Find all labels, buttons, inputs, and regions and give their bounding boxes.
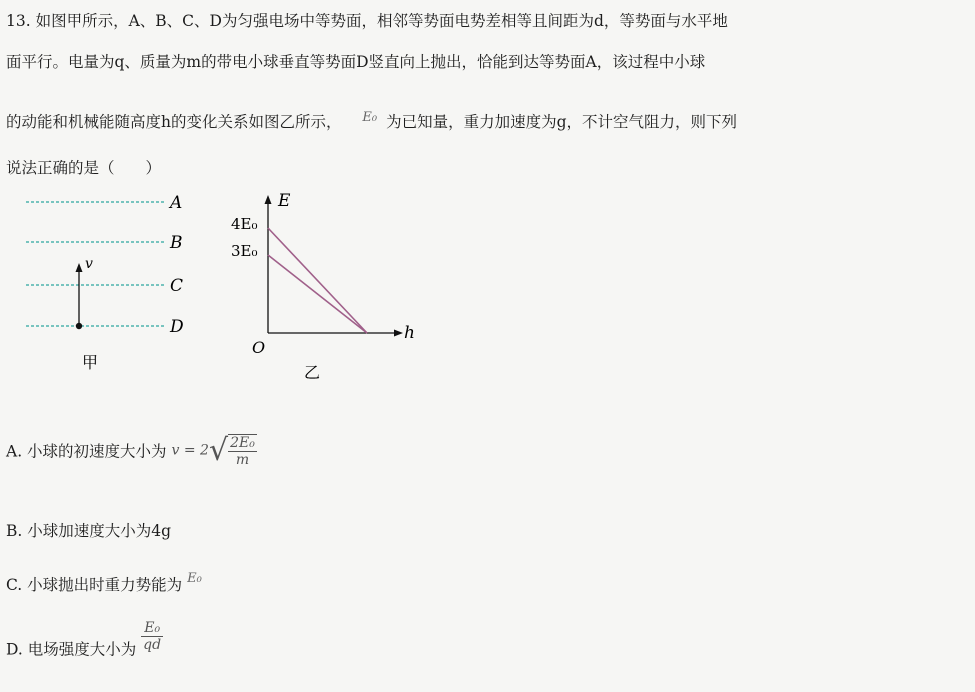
question-text-3a: 的动能和机械能随高度h的变化关系如图乙所示， bbox=[6, 113, 342, 131]
caption-jia: 甲 bbox=[82, 353, 99, 372]
tick-4e0: 4E₀ bbox=[231, 215, 258, 233]
option-c-text: C. 小球抛出时重力势能为 bbox=[6, 576, 183, 594]
tick-3e0: 3E₀ bbox=[231, 242, 258, 260]
e-axis-arrowhead bbox=[265, 195, 272, 204]
question-line-3 bbox=[6, 108, 737, 132]
option-b[interactable]: B. 小球加速度大小为4g bbox=[6, 522, 172, 540]
question-line-4: 说法正确的是（ ） bbox=[6, 159, 162, 177]
e-axis-label: E bbox=[278, 191, 291, 211]
plane-label-c: C bbox=[170, 276, 184, 296]
question-number: 13. bbox=[6, 12, 31, 30]
plane-label-b: B bbox=[170, 233, 183, 253]
question-line-2: 面平行。电量为q、质量为m的带电小球垂直等势面D竖直向上抛出，恰能到达等势面A，该过程中小球 bbox=[6, 53, 706, 71]
option-a-text: A. 小球的初速度大小为 bbox=[6, 442, 167, 461]
plane-label-a: A bbox=[170, 193, 183, 213]
origin-label: O bbox=[252, 338, 266, 357]
caption-yi: 乙 bbox=[304, 363, 321, 382]
energy-line-4e0 bbox=[268, 228, 367, 333]
option-a[interactable] bbox=[6, 433, 257, 468]
e0-symbol: E₀ bbox=[362, 110, 378, 125]
h-axis-arrowhead bbox=[394, 330, 403, 337]
velocity-arrowhead bbox=[76, 263, 83, 272]
question-text-1: 如图甲所示，A、B、C、D为匀强电场中等势面，相邻等势面电势差相等且间距为d，等势面与水平地 bbox=[35, 12, 728, 30]
energy-line-3e0 bbox=[268, 255, 367, 333]
figure-yi bbox=[228, 186, 428, 386]
option-d[interactable] bbox=[6, 620, 163, 660]
question-line-1 bbox=[6, 11, 728, 31]
sqrt-sign: √ bbox=[208, 433, 229, 468]
option-a-denominator: m bbox=[235, 451, 250, 468]
plane-label-d: D bbox=[170, 317, 184, 337]
option-a-formula-left: v = 2 bbox=[171, 442, 209, 459]
question-text-3b: 为已知量，重力加速度为g，不计空气阻力，则下列 bbox=[386, 113, 737, 131]
ball bbox=[76, 323, 82, 329]
h-axis-label: h bbox=[404, 323, 415, 343]
velocity-label: v bbox=[85, 256, 93, 272]
option-d-fraction bbox=[141, 620, 163, 653]
option-a-numerator: 2E₀ bbox=[230, 434, 255, 451]
option-c-formula: E₀ bbox=[187, 571, 202, 586]
option-a-fraction bbox=[228, 434, 257, 468]
option-c[interactable] bbox=[6, 571, 202, 595]
option-d-text: D. 电场强度大小为 bbox=[6, 640, 137, 659]
option-d-denominator: qd bbox=[143, 637, 162, 653]
figure-jia bbox=[20, 190, 200, 380]
option-d-numerator: E₀ bbox=[141, 620, 163, 637]
